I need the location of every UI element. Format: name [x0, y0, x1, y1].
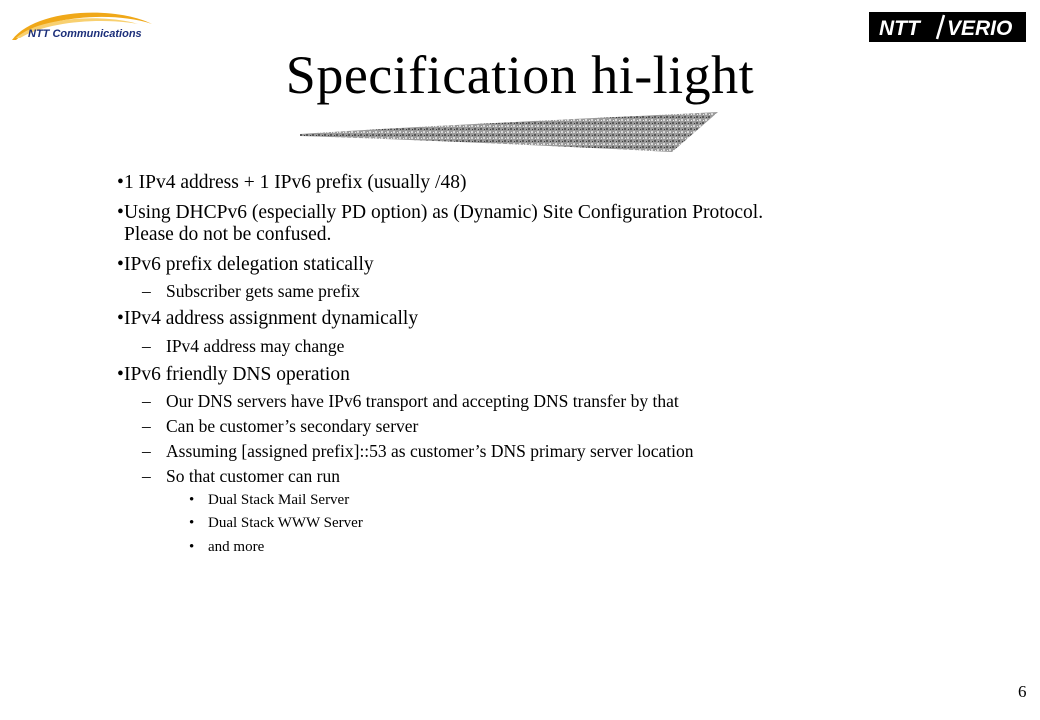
dash-marker: – — [142, 441, 151, 461]
logo-left-text: NTT Communications — [28, 28, 142, 40]
bullet-marker: • — [117, 308, 124, 329]
logo-right-verio: VERIO — [947, 17, 1013, 40]
dash-marker: – — [142, 466, 151, 486]
bullet-text: Dual Stack WWW Server — [208, 515, 363, 531]
bullet-marker: • — [189, 492, 195, 508]
bullet-marker: • — [117, 202, 124, 223]
bullet-marker: • — [189, 539, 195, 555]
bullet-text: Dual Stack Mail Server — [208, 492, 350, 508]
bullet-marker: • — [117, 254, 124, 275]
bullet-text: Please do not be confused. — [124, 224, 332, 245]
bullet-text: IPv4 address assignment dynamically — [124, 308, 419, 329]
dash-marker: – — [142, 391, 151, 411]
page-number: 6 — [1018, 682, 1027, 701]
bullet-text: Can be customer’s secondary server — [166, 416, 419, 436]
dash-marker: – — [142, 336, 151, 356]
bullet-text: Assuming [assigned prefix]::53 as customer’s DNS primary server location — [166, 441, 694, 461]
bullet-text: Our DNS servers have IPv6 transport and accepting DNS transfer by that — [166, 391, 679, 411]
bullet-text: and more — [208, 539, 265, 555]
logo-right-ntt: NTT — [879, 17, 920, 40]
bullet-text: Using DHCPv6 (especially PD option) as (Dynamic) Site Configuration Protocol. — [124, 202, 764, 223]
bullet-marker: • — [189, 515, 195, 531]
bullet-text: IPv4 address may change — [166, 336, 345, 356]
bullet-text: So that customer can run — [166, 466, 340, 486]
bullet-text: 1 IPv4 address + 1 IPv6 prefix (usually /48) — [124, 172, 467, 193]
dash-marker: – — [142, 281, 151, 301]
bullet-marker: • — [117, 364, 124, 385]
bullet-text: IPv6 prefix delegation statically — [124, 254, 374, 275]
dash-marker: – — [142, 416, 151, 436]
bullet-text: IPv6 friendly DNS operation — [124, 364, 350, 385]
slide-title: Specification hi-light — [285, 45, 755, 105]
bullet-marker: • — [117, 172, 124, 193]
bullet-text: Subscriber gets same prefix — [166, 281, 360, 301]
